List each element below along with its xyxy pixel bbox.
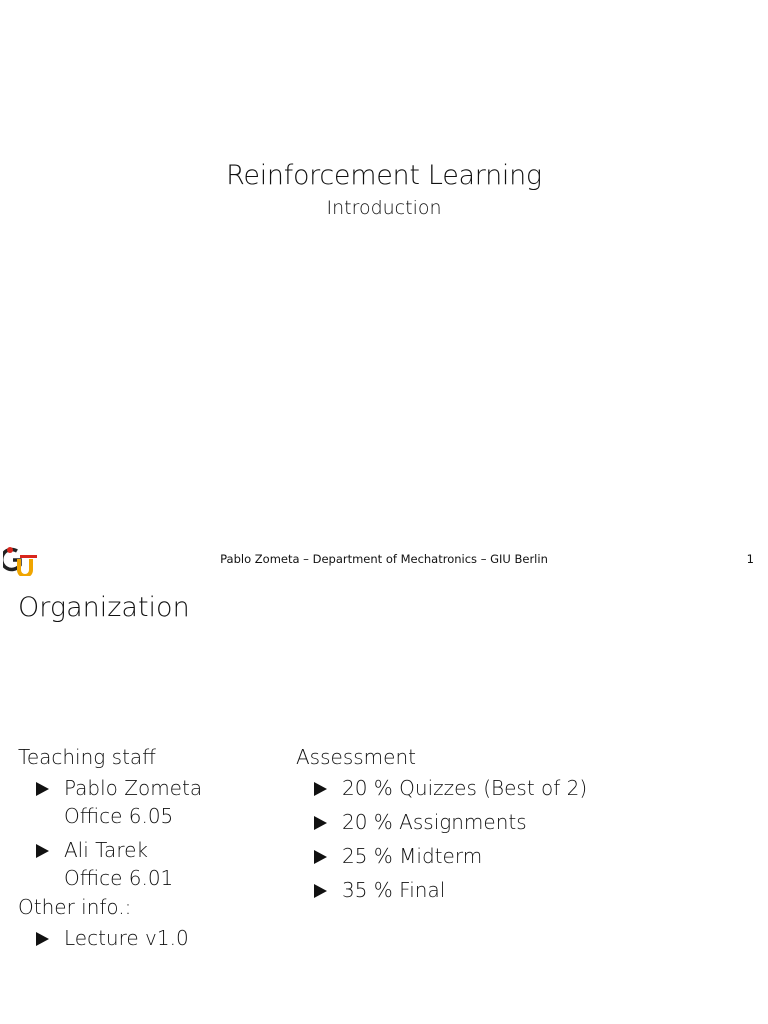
triangle-bullet-icon	[314, 884, 327, 898]
staff-name: Pablo Zometa	[64, 776, 203, 800]
left-column	[18, 740, 278, 958]
list-item	[18, 836, 278, 892]
right-column	[296, 740, 736, 910]
title-block	[0, 160, 768, 219]
staff-office: Office 6.05	[64, 804, 174, 828]
list-item	[18, 774, 278, 830]
list-item	[296, 842, 736, 870]
slide-title: Reinforcement Learning	[226, 160, 542, 191]
triangle-bullet-icon	[36, 844, 49, 858]
slide-footer	[0, 543, 768, 575]
triangle-bullet-icon	[314, 782, 327, 796]
list-item	[296, 876, 736, 904]
other-info-heading: Other info.:	[18, 895, 132, 919]
teaching-staff-heading: Teaching staff	[18, 745, 156, 769]
list-item	[296, 808, 736, 836]
staff-office: Office 6.01	[64, 866, 174, 890]
page-number: 1	[746, 552, 754, 566]
triangle-bullet-icon	[314, 850, 327, 864]
footer-text: Pablo Zometa – Department of Mechatronics – GIU Berlin	[220, 552, 548, 566]
assessment-item: 20 % Quizzes (Best of 2)	[342, 776, 588, 800]
triangle-bullet-icon	[36, 782, 49, 796]
other-info-item: Lecture v1.0	[64, 926, 189, 950]
organization-slide	[0, 576, 768, 1024]
other-info-list	[18, 924, 278, 952]
assessment-item: 35 % Final	[342, 878, 446, 902]
slide-subtitle: Introduction	[326, 197, 442, 219]
assessment-list	[296, 774, 736, 904]
list-item	[18, 924, 278, 952]
teaching-staff-list	[18, 774, 278, 892]
assessment-item: 25 % Midterm	[342, 844, 483, 868]
frame-title: Organization	[18, 592, 190, 623]
triangle-bullet-icon	[314, 816, 327, 830]
triangle-bullet-icon	[36, 932, 49, 946]
staff-name: Ali Tarek	[64, 838, 148, 862]
list-item	[296, 774, 736, 802]
assessment-heading: Assessment	[296, 745, 416, 769]
assessment-item: 20 % Assignments	[342, 810, 527, 834]
